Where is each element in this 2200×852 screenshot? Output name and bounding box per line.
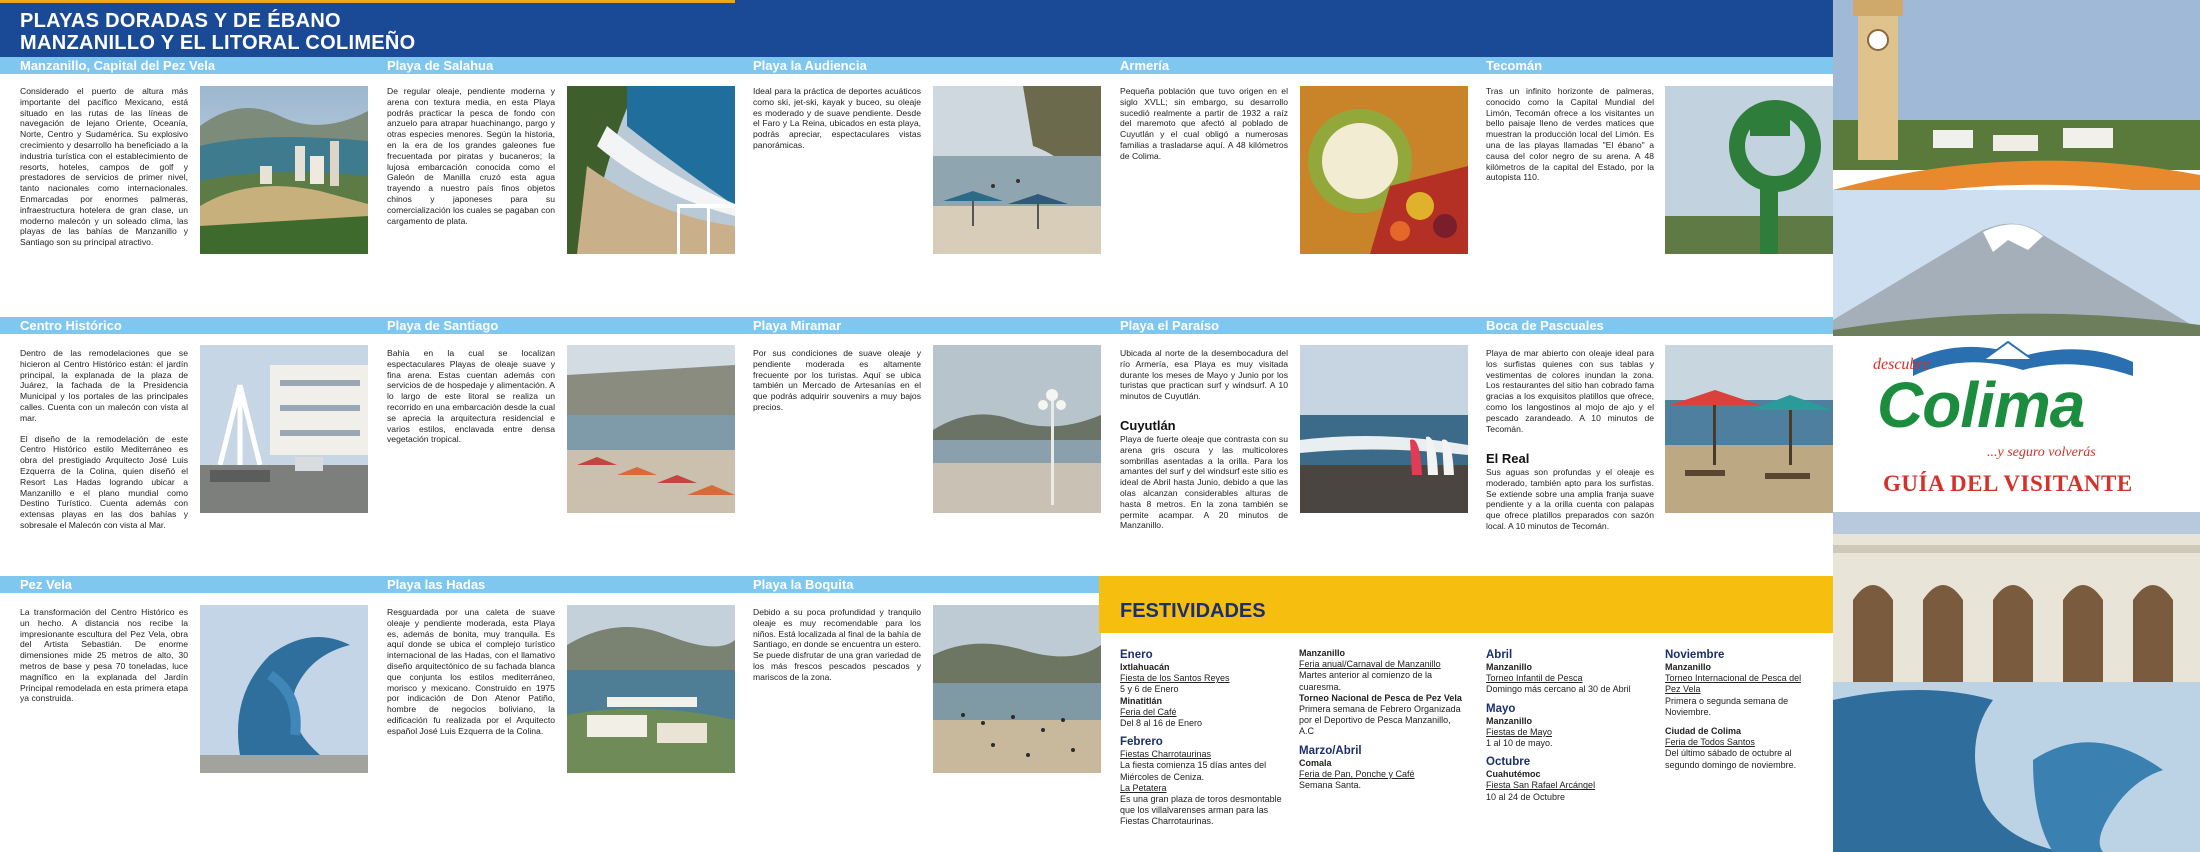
section-text-tecoman — [1486, 86, 1654, 193]
photo-manzanillo-bay — [200, 86, 368, 254]
paragraph: El diseño de la remodelación de este Centro Histórico estilo Mediterráneo es obra del prestigiado Arquitecto José Luis Ezquerra de la Colina, quien diseñó el Resort Las Hadas logrando ubicar a Manzanillo e el plano mundial como Destino Turístico. Cuenta además con extensas playas en las dos bahías y sobresale el Malecón con vista al Mar. — [20, 433, 188, 530]
brand-guide-title: GUÍA DEL VISITANTE — [1883, 471, 2133, 496]
festividad-place: Manzanillo — [1486, 715, 1533, 726]
festividad-place: Manzanillo — [1665, 662, 1712, 672]
festividad-place: Manzanillo — [1486, 662, 1533, 672]
festividad-link[interactable]: Fiestas de Mayo — [1486, 726, 1553, 737]
section-text-la-boquita — [753, 607, 921, 693]
page-title — [20, 10, 416, 54]
paragraph: Dentro de las remodelaciones que se hicieron al Centro Histórico están: el jardín principal, la explanada de la plaza de Juárez, la fachada de la Presidencia Municipal y los portales de las principales calles. Cuenta con un malecón con vista al mar. — [20, 348, 188, 423]
festividad-plain: Del 8 al 16 de Enero — [1120, 718, 1203, 729]
paragraph: Playa de mar abierto con oleaje ideal para los surfistas quienes con sus tablas y vestimentas de colores inundan la zona. Los restaurantes del sitio han cobrado fama gracias a los exquisitos platillos que ofrece, como los langostinos al mojo de ajo y el pescado zarandeado. A 10 minutos de Tecomán. — [1486, 348, 1654, 434]
section-title-armeria: Armería — [1120, 58, 1170, 73]
festividad-place: Cuahutémoc — [1486, 769, 1541, 780]
subhead-cuyutlan: Cuyutlán — [1120, 418, 1176, 433]
section-text-centro-historico — [20, 348, 188, 541]
festividad-plain: La fiesta comienza 15 días antes del Miércoles de Ceniza. — [1120, 760, 1267, 782]
festividades-title: FESTIVIDADES — [1120, 600, 1266, 622]
festividad-link[interactable]: Feria de Pan, Ponche y Café — [1299, 768, 1415, 779]
paragraph: Resguardada por una caleta de suave oleaje y pendiente moderada, esta Playa es, además de bonita, muy tranquila. Es aquí donde se ubica el complejo turístico internacional de las Hadas, con el llamativo diseño arquitectónico de su fachada blanca que conjunta los estilos mediterráneo, morisco y mexicano. Construido en 1975 por indicación de Don Atenor Patiño, hombre de negocios boliviano, la edificación fu realizada por el Arquitecto español José Luis Ezquerra de la Colina. — [387, 607, 555, 736]
festividad-link[interactable]: Torneo Internacional de Pesca del Pez Vela — [1665, 673, 1802, 695]
section-title-paraiso: Playa el Paraíso — [1120, 318, 1220, 333]
festividades-column-2 — [1299, 648, 1464, 791]
festividad-month: Enero — [1120, 649, 1153, 661]
section-title-santiago: Playa de Santiago — [387, 318, 499, 333]
photo-las-hadas-marina — [567, 605, 735, 773]
paragraph: La transformación del Centro Histórico es un hecho. A distancia nos recibe la impresionante escultura del Pez Vela, obra del Artista Sebastián. De enorme dimensiones mide 25 metros de alto, 30 metros de base y pesa 70 toneladas, luce magnífico en la explanada del Jardín Principal remodelada en esta primera etapa ya construida. — [20, 607, 188, 704]
section-title-salahua: Playa de Salahua — [387, 58, 494, 73]
section-text-armeria — [1120, 86, 1288, 172]
festividad-month: Octubre — [1486, 756, 1531, 769]
photo-salahua-beach — [567, 86, 735, 254]
section-title-la-boquita: Playa la Boquita — [753, 577, 854, 592]
festividad-plain: Primera semana de Febrero Organizada por el Deportivo de Pesca Manzanillo, A.C — [1299, 704, 1461, 737]
photo-pascuales-restaurant — [1665, 345, 1833, 513]
section-text-paraiso — [1120, 348, 1288, 412]
festividad-plain: 1 al 10 de mayo. — [1486, 738, 1553, 749]
header-accent-line — [0, 0, 735, 3]
photo-audiencia-beach — [933, 86, 1101, 254]
festividad-plain: Es una gran plaza de toros desmontable que los villalvarenses arman para las Fiestas Charrotaurinas. — [1120, 794, 1282, 827]
festividad-link[interactable]: Feria de Todos Santos — [1665, 737, 1755, 748]
section-title-pascuales: Boca de Pascuales — [1486, 318, 1604, 333]
section-text-pez-vela — [20, 607, 188, 714]
section-title-las-hadas: Playa las Hadas — [387, 577, 486, 592]
brand-colima-logo: Colima — [1877, 369, 2085, 441]
section-text-miramar — [753, 348, 921, 423]
festividad-link[interactable]: Torneo Infantil de Pesca — [1486, 673, 1583, 684]
photo-lemon-sculpture — [1665, 86, 1833, 254]
section-text-las-hadas — [387, 607, 555, 747]
festividad-place: Comala — [1299, 757, 1332, 768]
paragraph: Pequeña población que tuvo origen en el siglo XVLL; sin embargo, su desarrollo sucedió realmente a partir de 1932 a raíz del maremoto que afectó al poblado de Cuyutlán y el cual obligó a numerosas familias a trasladarse aquí. A 48 kilómetros de Colima. — [1120, 86, 1288, 161]
festividad-link[interactable]: Feria anual/Carnaval de Manzanillo — [1299, 659, 1441, 670]
paragraph: De regular oleaje, pendiente moderna y arena con textura media, en esta Playa podrás practicar la pesca de fondo con anzuelo para atrapar huachinango, pargo y otras especies menores. Según la historia, en la era de los grandes galeones fue frecuentada por piratas y bucaneros; la lujosa embarcación conocida como el Galeón de Manilla cruzó esta agua trayendo a nuestro país finos objetos chinos y japoneses para su comercialización los cuales se pagaban con cargamento de plata. — [387, 86, 555, 226]
festividad-month: Abril — [1486, 649, 1513, 661]
section-text-salahua — [387, 86, 555, 236]
section-title-centro-historico: Centro Histórico — [20, 318, 122, 333]
paragraph: Bahía en la cual se localizan espectaculares Playas de oleaje suave y fina arena. Estas cuentan además con servicios de de hospedaje y alimentación. A lo largo de este litoral se realiza un recorrido en una embarcación desde la cual se aprecia la arquitectura residencial e varios estilos, enclavada entre densa vegetación tropical. — [387, 348, 555, 445]
festividad-month: Noviembre — [1665, 649, 1725, 661]
photo-surf-boards — [1300, 345, 1468, 513]
festividad-month: Febrero — [1120, 736, 1163, 749]
festividad-place: Manzanillo — [1299, 648, 1346, 658]
festividad-gap — [1665, 718, 1815, 726]
paragraph: Tras un infinito horizonte de palmeras, conocido como la Capital Mundial del Limón, Tecomán ofrece a los visitantes un bello paisaje lleno de verdes matices que muestran la producción local del Limón. Es una de las playas llamadas "El ébano" a causa del color negro de su arena. A 48 kilómetros de la capital del Estado, por la autopista 110. — [1486, 86, 1654, 183]
festividad-plain: Domingo más cercano al 30 de Abril — [1486, 684, 1631, 695]
subhead-el-real: El Real — [1486, 451, 1530, 466]
brand-descubre: descubre — [1873, 356, 1931, 373]
festividades-column-1 — [1120, 648, 1285, 828]
festividad-month: Mayo — [1486, 702, 1516, 715]
festividad-plain: Martes anterior al comienzo de la cuaresma. — [1299, 670, 1433, 692]
paragraph: Considerado el puerto de altura más importante del pacífico Mexicano, está situado en las rutas de las líneas de navegación de lejano Oriente, Oceanía, Norte, Centro y Sudamérica. Su explosivo crecimiento y desarrollo ha beneficiado a la industria turística con el establecimiento de resorts, hoteles, campos de golf y prestadores de servicios de primer nivel, tanto nacionales como internacionales. Enmarcadas por enormes palmeras, infraestructura hotelera de gran clase, un moderno malecón y un soleado clima, las playas de las bahías de Manzanillo y Santiago son su principal atractivo. — [20, 86, 188, 248]
festividades-column-4 — [1665, 648, 1815, 771]
photo-pez-vela-sculpture — [200, 605, 368, 773]
brand-tagline: ...y seguro volverás — [1987, 445, 2096, 460]
festividad-link[interactable]: Fiesta San Rafael Arcángel — [1486, 780, 1596, 791]
section-title-audiencia: Playa la Audiencia — [753, 58, 867, 73]
festividad-link[interactable]: Feria del Café — [1120, 706, 1177, 717]
festividad-plain: 10 al 24 de Octubre — [1486, 791, 1566, 802]
section-text-el-real — [1486, 467, 1654, 542]
paragraph: Por sus condiciones de suave oleaje y pendiente moderada es altamente frecuente por los turistas. Aquí se ubica también un Mercado de Artesanías en el que podrás adquirir souvenirs a muy bajos precios. — [753, 348, 921, 412]
photo-miramar-beach — [933, 345, 1101, 513]
section-text-cuyutlan — [1120, 434, 1288, 541]
section-title-manzanillo: Manzanillo, Capital del Pez Vela — [20, 58, 216, 73]
festividades-column-3 — [1486, 648, 1651, 803]
paragraph: Sus aguas son profundas y el oleaje es moderado, también apto para los surfistas. Se extiende sobre una amplia franja suave pendiente y a la orilla cuenta con palapas que ofrece platillos preparados con sazón local. A 10 minutos de Tecomán. — [1486, 467, 1654, 531]
paragraph: Ideal para la práctica de deportes acuáticos como ski, jet-ski, kayak y buceo, su oleaje es moderado y de suave pendiente. Desde el Faro y La Reina, ubicados en esta playa, podrás apreciar, espectaculares vistas panorámicas. — [753, 86, 921, 150]
section-band-row1 — [0, 57, 1833, 74]
photo-coconut-fruit — [1300, 86, 1468, 254]
festividad-link[interactable]: Fiestas Charrotaurinas — [1120, 749, 1212, 760]
festividad-month: Marzo/Abril — [1299, 744, 1362, 757]
paragraph: Playa de fuerte oleaje que contrasta con su arena gris oscura y las multicolores sombrillas asentadas a la orilla. Para los amantes del surf y del windsurf este sitio es ideal de Abril hasta Junio, debido a que las olas alcanzan considerables alturas de hasta 8 metros. En la zona también se permite acampar. A 20 minutos de Manzanillo. — [1120, 434, 1288, 531]
section-band-row3 — [0, 576, 1099, 593]
festividad-place: Torneo Nacional de Pesca de Pez Vela — [1299, 692, 1462, 703]
festividad-plain: 5 y 6 de Enero — [1120, 684, 1179, 695]
photo-santiago-beach — [567, 345, 735, 513]
paragraph: Debido a su poca profundidad y tranquilo oleaje es muy recomendable para los niños. Está localizada al final de la bahía de Santiago, en donde se encuentra un estero. Se puede disfrutar de una gran variedad de los más frescos pescados pescados y mariscos de la zona. — [753, 607, 921, 682]
festividad-place: Ixtlahuacán — [1120, 662, 1170, 672]
section-text-audiencia — [753, 86, 921, 161]
section-text-santiago — [387, 348, 555, 455]
section-text-manzanillo — [20, 86, 188, 258]
section-text-pascuales — [1486, 348, 1654, 444]
festividad-plain: Del último sábado de octubre al segundo domingo de noviembre. — [1665, 748, 1797, 770]
festividad-plain: Semana Santa. — [1299, 780, 1362, 791]
festividad-place: Ciudad de Colima — [1665, 726, 1742, 737]
section-title-pez-vela: Pez Vela — [20, 577, 73, 592]
page-title-line2: MANZANILLO Y EL LITORAL COLIMEÑO — [20, 32, 416, 54]
festividad-plain: Primera o segunda semana de Noviembre. — [1665, 695, 1789, 717]
festividad-link[interactable]: Fiesta de los Santos Reyes — [1120, 673, 1230, 684]
festividad-place: Minatitlán — [1120, 695, 1162, 706]
section-title-miramar: Playa Miramar — [753, 318, 842, 333]
section-title-tecoman: Tecomán — [1486, 58, 1543, 73]
festividad-link[interactable]: La Petatera — [1120, 782, 1167, 793]
photo-la-boquita-beach — [933, 605, 1101, 773]
page-title-line1: PLAYAS DORADAS Y DE ÉBANO — [20, 10, 341, 32]
photo-fountain-plaza — [200, 345, 368, 513]
paragraph: Ubicada al norte de la desembocadura del río Armería, esa Playa es muy visitada durante los meses de Mayo y Junio por los turistas que practican surf y windsurf. A 10 minutos de Cuyutlán. — [1120, 348, 1288, 402]
